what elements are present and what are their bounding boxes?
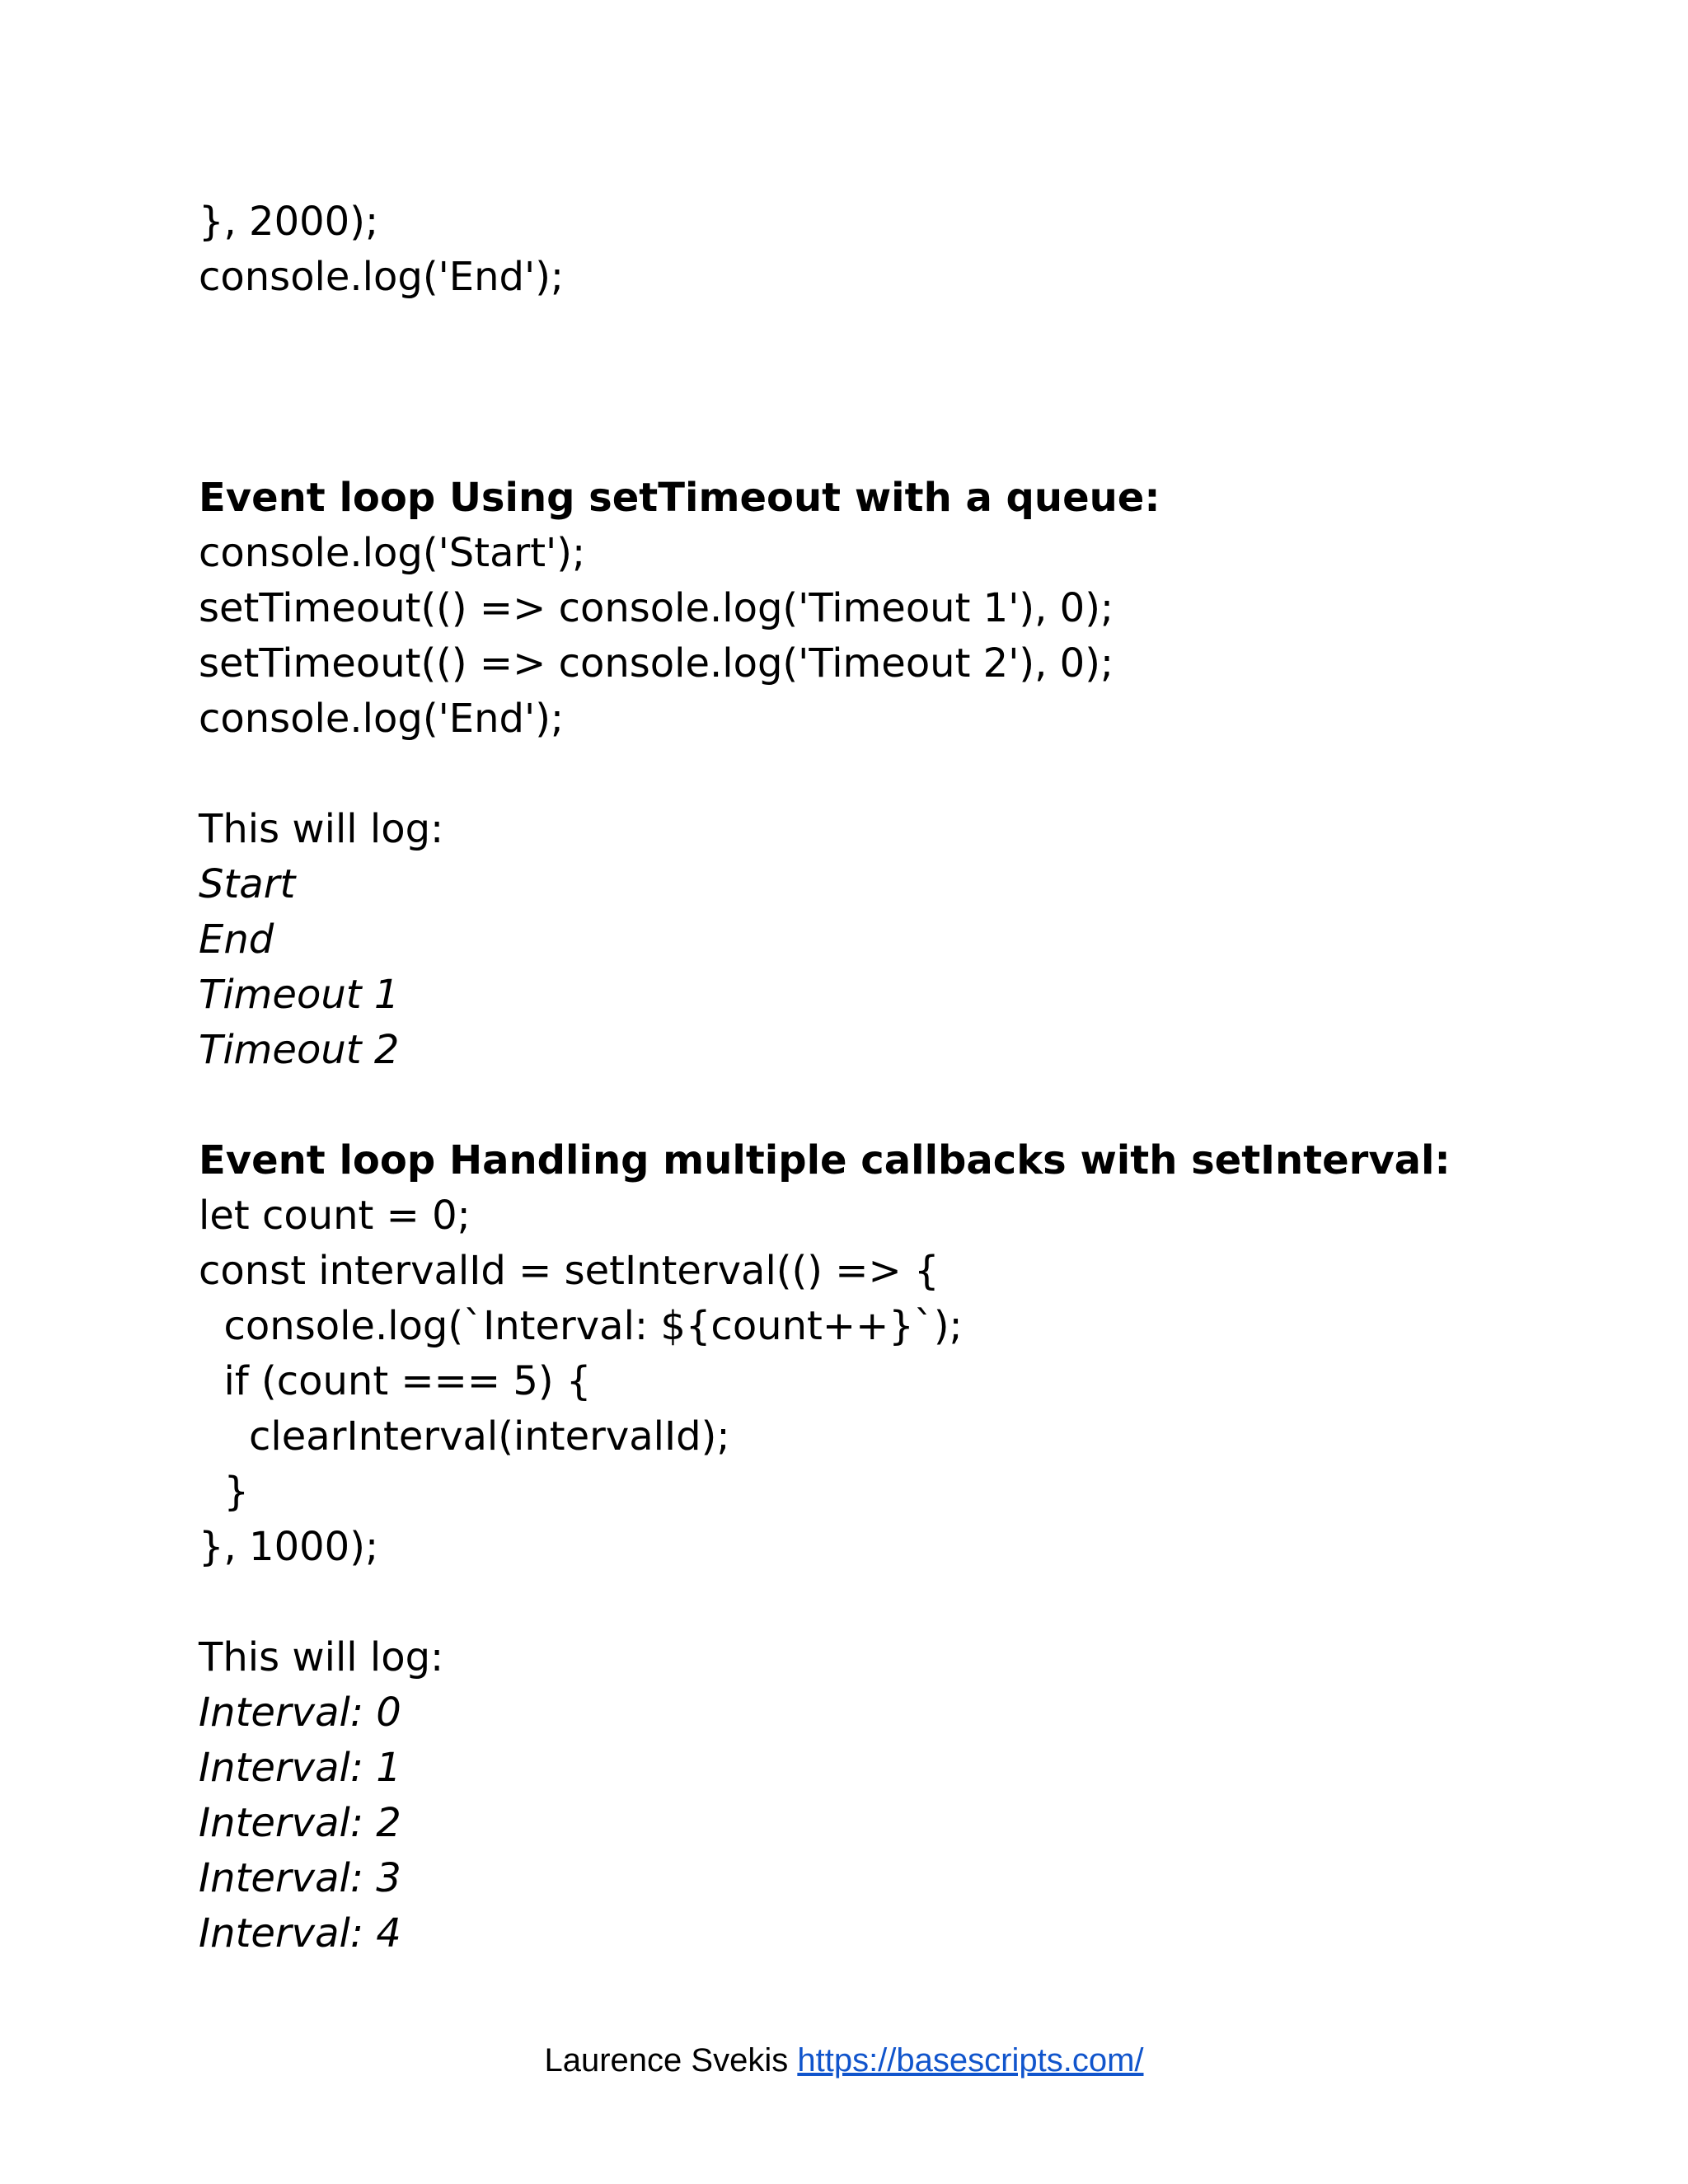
code-line: setTimeout(() => console.log('Timeout 1'), 0);: [199, 585, 1114, 631]
spacer: [199, 1078, 1600, 1133]
code-line: }: [199, 1469, 250, 1515]
code-line: console.log(`Interval: ${count++}`);: [199, 1303, 963, 1349]
footer-link[interactable]: https://basescripts.com/: [797, 2042, 1144, 2079]
log-output-line: Timeout 2: [199, 1027, 400, 1073]
log-output-line: Interval: 3: [199, 1855, 401, 1901]
log-output-line: Start: [199, 861, 296, 907]
code-line: console.log('Start');: [199, 530, 586, 576]
log-output-line: End: [199, 916, 274, 963]
code-line: clearInterval(intervalId);: [199, 1413, 730, 1460]
code-line: setTimeout(() => console.log('Timeout 2'), 0);: [199, 640, 1114, 687]
code-line: console.log('End');: [199, 254, 565, 300]
spacer: [199, 1575, 1600, 1630]
spacer: [199, 305, 1600, 471]
log-intro: This will log:: [199, 1634, 444, 1680]
spacer: [199, 747, 1600, 802]
log-output-line: Interval: 2: [199, 1800, 401, 1846]
page-footer: [0, 2039, 1688, 2082]
section-heading: Event loop Handling multiple callbacks with setInterval:: [199, 1137, 1451, 1183]
log-output-line: Timeout 1: [199, 972, 400, 1018]
footer-author: Laurence Svekis: [544, 2042, 789, 2079]
log-output-line: Interval: 4: [199, 1910, 401, 1957]
section-heading: Event loop Using setTimeout with a queue:: [199, 475, 1160, 521]
log-intro: This will log:: [199, 806, 444, 852]
log-output-line: Interval: 0: [199, 1690, 401, 1736]
code-line: const intervalId = setInterval(() => {: [199, 1248, 940, 1294]
code-line: console.log('End');: [199, 696, 565, 742]
log-output-line: Interval: 1: [199, 1745, 401, 1791]
code-line: let count = 0;: [199, 1193, 471, 1239]
code-line: if (count === 5) {: [199, 1358, 592, 1404]
document-body: [199, 194, 1600, 1961]
code-line: }, 1000);: [199, 1524, 379, 1570]
code-line: }, 2000);: [199, 199, 379, 245]
